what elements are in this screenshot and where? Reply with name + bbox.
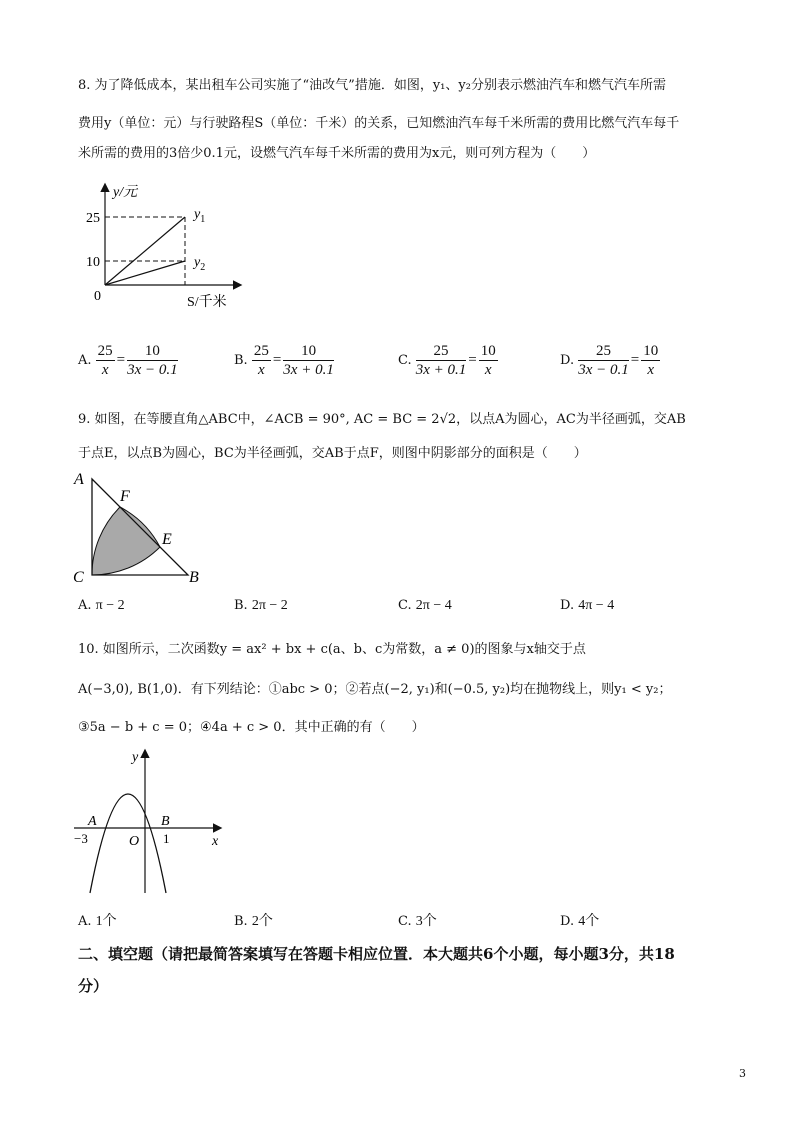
equals-sign: = bbox=[272, 352, 282, 368]
equals-sign: = bbox=[116, 352, 126, 368]
q10-parabola bbox=[90, 794, 166, 893]
fraction bbox=[252, 342, 271, 379]
q10-stem-line2: A(−3,0), B(1,0)．有下列结论：①abc > 0；②若点(−2, y₁)和(−0.5, y₂)均在抛物线上，则y₁ < y₂； bbox=[78, 682, 672, 697]
equals-sign: = bbox=[468, 352, 477, 368]
option-label: A. bbox=[78, 598, 96, 613]
q8-line-y1 bbox=[105, 217, 185, 285]
option-label: A. bbox=[78, 914, 96, 929]
q9-shaded-region bbox=[92, 507, 160, 575]
q10-label-A: A bbox=[88, 814, 97, 829]
q9-label-C: C bbox=[73, 569, 84, 586]
option-label: B. bbox=[234, 353, 252, 368]
denominator: 3x − 0.1 bbox=[578, 362, 629, 378]
option-label: B. bbox=[234, 914, 252, 929]
page-number: 3 bbox=[739, 1067, 746, 1080]
section2-heading-line2: 分） bbox=[78, 977, 109, 995]
q9-label-A: A bbox=[74, 471, 84, 488]
q10-option-a[interactable] bbox=[78, 910, 117, 930]
numerator: 10 bbox=[480, 343, 496, 359]
fraction bbox=[641, 342, 660, 379]
option-label: D. bbox=[560, 914, 579, 929]
option-value: 2个 bbox=[251, 914, 273, 929]
q8-option-d[interactable] bbox=[560, 342, 660, 379]
q9-option-b[interactable] bbox=[234, 598, 288, 614]
q9-stem-line2: 于点E，以点B为圆心，BC为半径画弧，交AB于点F，则图中阴影部分的面积是（ ） bbox=[78, 446, 587, 461]
fraction bbox=[479, 342, 498, 379]
q10-label-1: 1 bbox=[163, 831, 170, 846]
q10-label-O: O bbox=[129, 834, 140, 849]
option-label: B. bbox=[234, 598, 252, 613]
option-label: D. bbox=[560, 598, 579, 613]
q10-label-y: y bbox=[132, 750, 139, 765]
option-label: C. bbox=[398, 598, 416, 613]
denominator: x bbox=[647, 362, 655, 378]
denominator: x bbox=[101, 362, 109, 378]
option-label: D. bbox=[560, 353, 579, 368]
fraction bbox=[283, 342, 334, 379]
q8-option-b[interactable] bbox=[234, 342, 334, 379]
denominator: x bbox=[484, 362, 492, 378]
q8-cost-graph bbox=[80, 180, 250, 315]
q8-ylabel: y/元 bbox=[113, 185, 138, 200]
option-value: 4个 bbox=[578, 914, 600, 929]
option-value: 1个 bbox=[95, 914, 117, 929]
numerator: 25 bbox=[578, 342, 629, 361]
denominator: x bbox=[257, 362, 265, 378]
option-value: 2π − 2 bbox=[251, 598, 288, 613]
q8-tick-25: 25 bbox=[86, 211, 100, 226]
q9-option-a[interactable] bbox=[78, 598, 125, 614]
q10-option-d[interactable] bbox=[560, 910, 599, 930]
fraction bbox=[96, 342, 115, 379]
fraction bbox=[416, 342, 467, 379]
option-label: A. bbox=[78, 353, 96, 368]
numerator: 25 bbox=[97, 343, 113, 359]
numerator: 10 bbox=[643, 343, 659, 359]
denominator: 3x + 0.1 bbox=[415, 362, 467, 378]
q9-label-F: F bbox=[120, 488, 130, 505]
q8-line-y2 bbox=[105, 261, 185, 285]
equals-sign: = bbox=[630, 352, 640, 368]
numerator: 25 bbox=[416, 342, 467, 361]
q9-label-B: B bbox=[189, 569, 199, 586]
q9-triangle-figure bbox=[70, 468, 210, 586]
q10-option-c[interactable] bbox=[398, 910, 437, 930]
option-value: 3个 bbox=[415, 914, 437, 929]
q8-origin: 0 bbox=[94, 289, 101, 304]
option-label: C. bbox=[398, 353, 416, 368]
q8-option-a[interactable] bbox=[78, 342, 178, 379]
q10-stem-line3: ③5a − b + c = 0；④4a + c > 0．其中正确的有（ ） bbox=[78, 720, 425, 735]
q10-option-b[interactable] bbox=[234, 910, 273, 930]
q8-label-y2: $y_2$ bbox=[194, 255, 206, 273]
q8-label-y1: $y_1$ bbox=[194, 207, 206, 225]
fraction bbox=[578, 342, 629, 379]
numerator: 10 bbox=[283, 342, 334, 361]
q10-parabola-graph bbox=[70, 745, 230, 895]
numerator: 25 bbox=[253, 343, 269, 359]
q10-label-B: B bbox=[161, 814, 170, 829]
q8-stem-line3: 米所需的费用的3倍少0.1元，设燃气汽车每千米所需的费用为x元，则可列方程为（ ） bbox=[78, 146, 596, 161]
q10-stem-line1: 10. 如图所示，二次函数y = ax² + bx + c(a、b、c为常数，a ≠ 0)的图象与x轴交于点 bbox=[78, 642, 586, 657]
option-label: C. bbox=[398, 914, 416, 929]
option-value: 4π − 4 bbox=[578, 598, 615, 613]
q8-stem-line2: 费用y（单位：元）与行驶路程S（单位：千米）的关系，已知燃油汽车每千米所需的费用比燃气汽车每千 bbox=[78, 116, 680, 131]
q10-label-neg3: −3 bbox=[74, 831, 88, 846]
denominator: 3x + 0.1 bbox=[283, 362, 334, 378]
q8-stem-line1: 8. 为了降低成本，某出租车公司实施了“油改气”措施．如图，y₁、y₂分别表示燃油汽车和燃气汽车所需 bbox=[78, 78, 666, 93]
section2-heading-line1: 二、填空题（请把最简答案填写在答题卡相应位置．本大题共6个小题，每小题3分，共18 bbox=[78, 945, 675, 963]
q9-option-d[interactable] bbox=[560, 598, 614, 614]
option-value: 2π − 4 bbox=[415, 598, 452, 613]
numerator: 10 bbox=[127, 342, 178, 361]
q8-xlabel: S/千米 bbox=[187, 295, 227, 310]
fraction bbox=[127, 342, 178, 379]
q9-label-E: E bbox=[162, 531, 172, 548]
q9-option-c[interactable] bbox=[398, 598, 452, 614]
q10-label-x: x bbox=[212, 834, 219, 849]
option-value: π − 2 bbox=[95, 598, 125, 613]
denominator: 3x − 0.1 bbox=[127, 362, 178, 378]
q8-option-c[interactable] bbox=[398, 342, 498, 379]
q8-tick-10: 10 bbox=[86, 255, 100, 270]
q9-stem-line1: 9. 如图，在等腰直角△ABC中，∠ACB = 90°, AC = BC = 2√2，以点A为圆心，AC为半径画弧，交AB bbox=[78, 412, 686, 427]
